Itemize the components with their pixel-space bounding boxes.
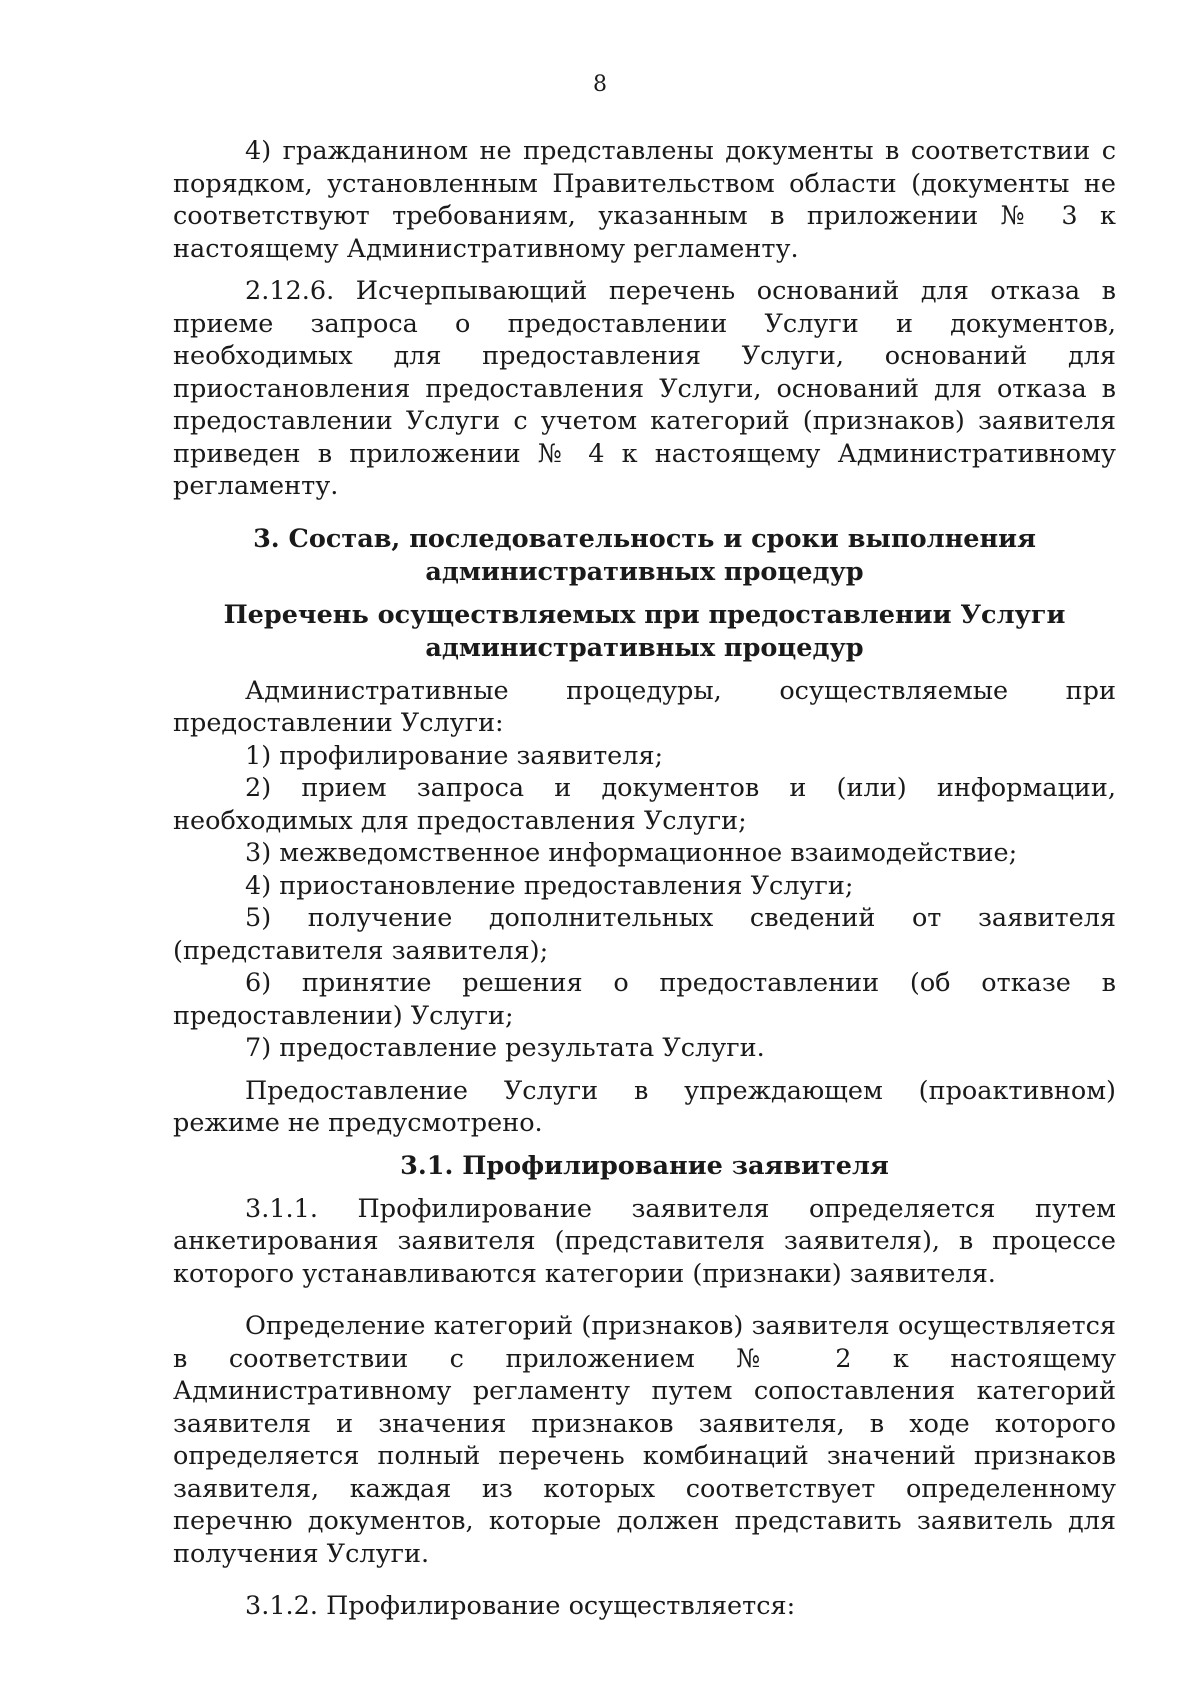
proactive-mode-paragraph: Предоставление Услуги в упреждающем (проактивном) режиме не предусмотрено. (173, 1075, 1116, 1138)
list-item: 5) получение дополнительных сведений от заявителя (представителя заявителя); (173, 903, 1116, 966)
list-item: 2) прием запроса и документов и (или) информации, необходимых для предоставления Услуги; (173, 773, 1116, 836)
section-3-heading: 3. Состав, последовательность и сроки выполнения административных процедур (253, 523, 1036, 587)
paragraph-refusal-item-4: 4) гражданином не представлены документы в соответствии с порядком, установленным Правительством области (документы не соответствуют требованиям, указанным в приложении № 3 к настоящему Административному регламенту. (173, 136, 1116, 264)
paragraph-2-12-6: 2.12.6. Исчерпывающий перечень оснований для отказа в приеме запроса о предоставлении Услуги и документов, необходимых для предоставления Услуги, оснований для приостановления предоставления Услуги, оснований для отказа в предоставлении Услуги с учетом категорий (признаков) заявителя приведен в приложении № 4 к настоящему Административному регламенту. (173, 276, 1116, 501)
paragraph-categories-definition: Определение категорий (признаков) заявителя осуществляется в соответствии с приложением № 2 к настоящему Административному регламенту путем сопоставления категорий заявителя и значения признаков заявителя, в ходе которого определяется полный перечень комбинаций значений признаков заявителя, каждая из которых соответствует определенному перечню документов, которые должен представить заявитель для получения Услуги. (173, 1311, 1116, 1569)
list-item: 6) принятие решения о предоставлении (об отказе в предоставлении) Услуги; (173, 968, 1116, 1031)
procedures-intro: Административные процедуры, осуществляемые при предоставлении Услуги: (173, 675, 1116, 738)
list-item: 1) профилирование заявителя; (245, 740, 664, 771)
list-item: 7) предоставление результата Услуги. (245, 1033, 765, 1063)
paragraph-3-1-2: 3.1.2. Профилирование осуществляется: (245, 1591, 796, 1621)
list-item: 3) межведомственное информационное взаимодействие; (245, 838, 1018, 868)
section-3-1-heading: 3.1. Профилирование заявителя (400, 1150, 889, 1181)
procedures-list-heading: Перечень осуществляемых при предоставлении Услуги административных процедур (223, 599, 1066, 663)
paragraph-3-1-1: 3.1.1. Профилирование заявителя определяется путем анкетирования заявителя (представителя заявителя), в процессе которого устанавливаются категории (признаки) заявителя. (173, 1193, 1116, 1289)
document-body (173, 135, 1116, 1623)
page-number: 8 (593, 72, 607, 97)
list-item: 4) приостановление предоставления Услуги; (245, 870, 854, 901)
